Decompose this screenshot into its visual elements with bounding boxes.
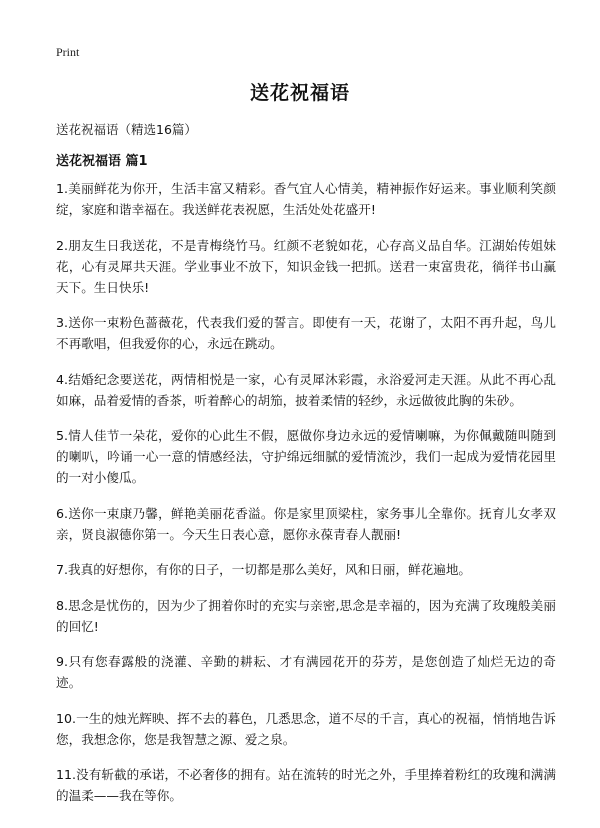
blessing-item-2: 2.朋友生日我送花，不是青梅绕竹马。红颜不老貌如花，心存高义品自华。江湖始传姐妹花，心有灵犀共天涯。学业事业不放下，知识金钱一把抓。送君一束富贵花，徜徉书山赢天下。生日快乐!	[56, 237, 556, 295]
document-subtitle: 送花祝福语（精选16篇）	[56, 122, 197, 137]
section-heading: 送花祝福语 篇1	[56, 154, 148, 169]
blessing-item-8: 8.思念是忧伤的，因为少了拥着你时的充实与亲密,思念是幸福的，因为充满了玫瑰般美丽的回忆!	[56, 597, 556, 634]
blessing-item-10: 10.一生的烛光辉映、挥不去的暮色，几悉思念，道不尽的千言，真心的祝福，悄悄地告诉您，我想念你，您是我智慧之源、爱之泉。	[56, 710, 556, 747]
blessing-item-6: 6.送你一束康乃馨，鲜艳美丽花香溢。你是家里顶梁柱，家务事儿全靠你。抚育儿女孝双亲，贤良淑德你第一。今天生日表心意，愿你永葆青春人靓丽!	[56, 505, 556, 542]
blessing-item-4: 4.结婚纪念要送花，两情相悦是一家，心有灵犀沐彩霞，永浴爱河走天涯。从此不再心乱如麻，品着爱情的香茶，听着醉心的胡笳，披着柔情的轻纱，永远做彼此胸的朱砂。	[56, 371, 556, 408]
blessing-item-11: 11.没有斩截的承诺，不必奢侈的拥有。站在流转的时光之外，手里捧着粉红的玫瑰和满满的温柔——我在等你。	[56, 767, 556, 803]
blessing-item-9: 9.只有您春露般的浇灌、辛勤的耕耘、才有满园花开的芬芳，是您创造了灿烂无边的奇迹。	[56, 654, 556, 690]
page-title: 送花祝福语	[249, 82, 350, 104]
blessing-item-7: 7.我真的好想你，有你的日子，一切都是那么美好，风和日丽，鲜花遍地。	[56, 562, 472, 577]
blessing-item-5: 5.情人佳节一朵花，爱你的心此生不假，愿做你身边永远的爱情喇嘛，为你佩戴随叫随到的喇叭，吟诵一心一意的情感经法，守护绵远细腻的爱情流沙，我们一起成为爱情花园里的一对小傻瓜。	[56, 428, 556, 485]
blessing-list	[56, 178, 556, 821]
print-link[interactable]: Print	[56, 45, 80, 59]
blessing-item-1: 1.美丽鲜花为你开，生活丰富又精彩。香气宜人心情美，精神振作好运来。事业顺利笑颜绽，家庭和谐幸福在。我送鲜花表祝愿，生活处处花盛开!	[56, 181, 556, 217]
blessing-item-3: 3.送你一束粉色蔷薇花，代表我们爱的誓言。即使有一天，花谢了，太阳不再升起，鸟儿不再歌唱，但我爱你的心，永远在跳动。	[56, 315, 556, 351]
